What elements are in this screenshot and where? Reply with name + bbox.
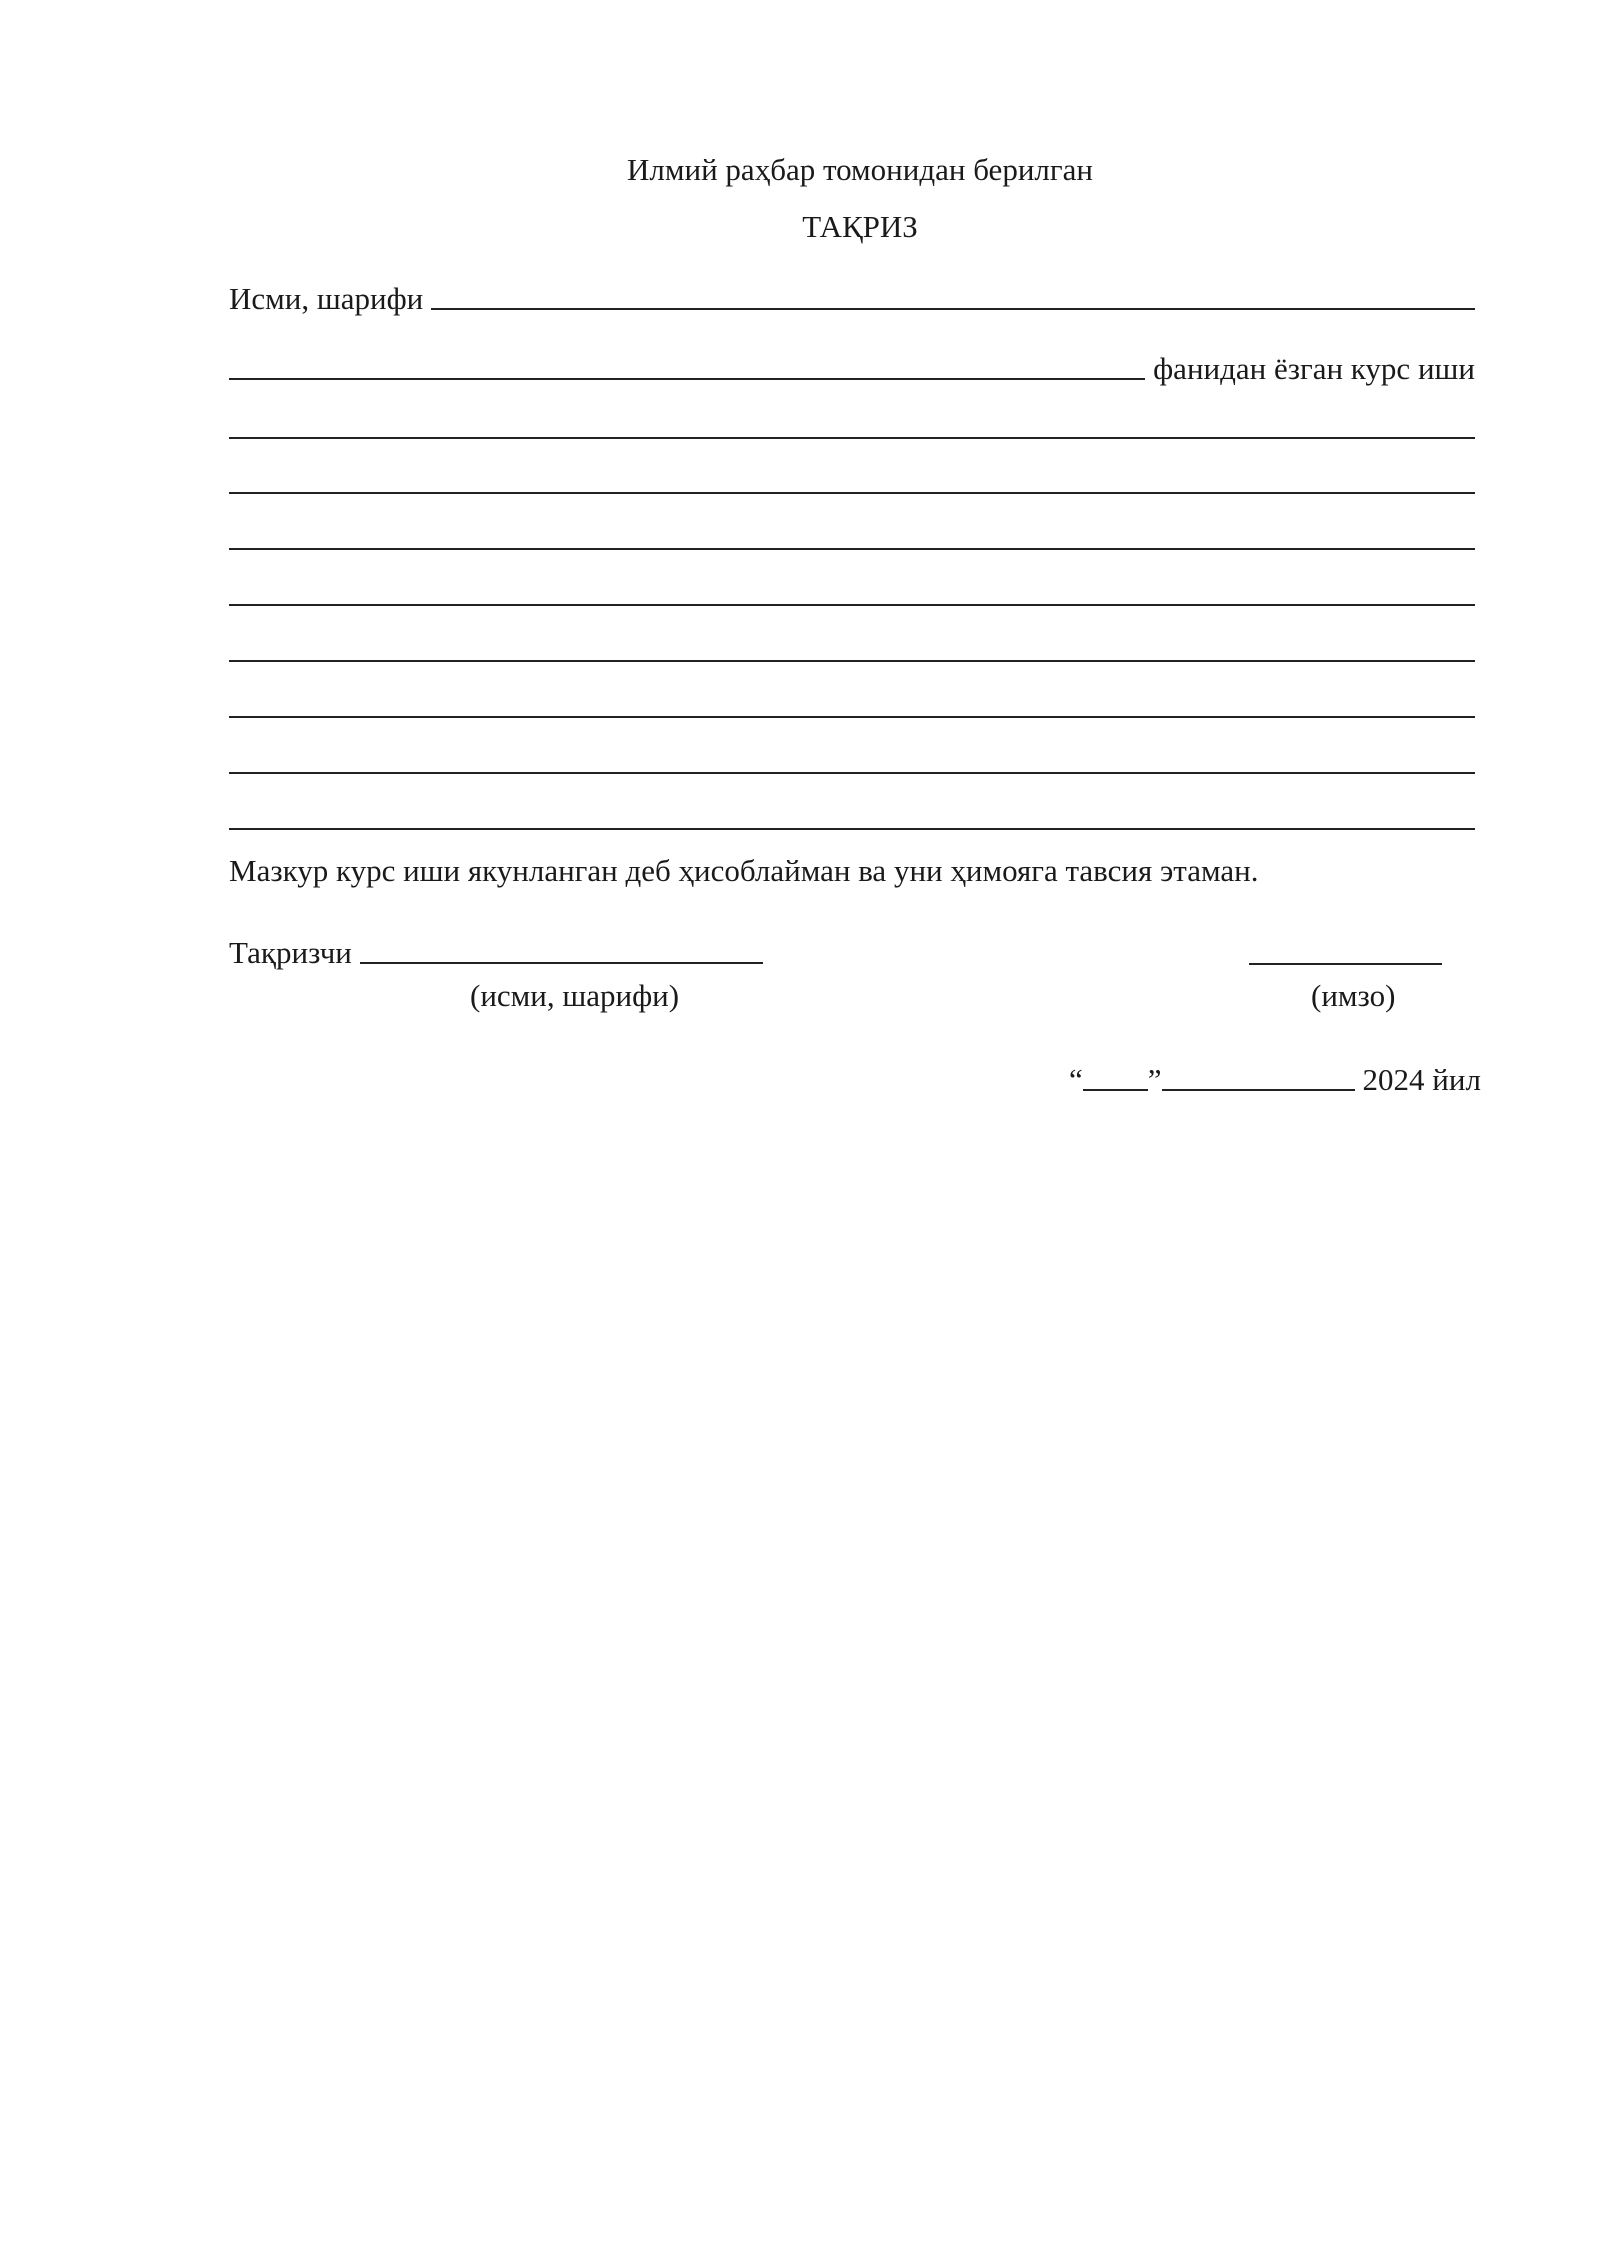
reviewer-row (229, 935, 763, 971)
date-year-text: 2024 йил (1362, 1062, 1481, 1097)
name-caption: (исми, шарифи) (470, 978, 680, 1013)
subject-field-row (229, 347, 1475, 387)
review-blank-line[interactable] (229, 660, 1475, 662)
review-blank-line[interactable] (229, 492, 1475, 494)
review-blank-line[interactable] (229, 604, 1475, 606)
review-blank-line[interactable] (229, 548, 1475, 550)
signature-caption: (имзо) (1311, 978, 1396, 1013)
review-blank-line[interactable] (229, 772, 1475, 774)
conclusion-statement: Мазкур курс иши якунланган деб ҳисоблайман ва уни ҳимояга тавсия этаман. (229, 853, 1259, 888)
date-row (1069, 1062, 1481, 1098)
subject-suffix-label: фанидан ёзган курс иши (1153, 351, 1475, 386)
reviewer-label: Тақризчи (229, 935, 352, 970)
subject-blank-line[interactable] (229, 376, 1145, 380)
name-label: Исми, шарифи (229, 281, 424, 316)
form-subheading: Илмий раҳбар томонидан берилган (627, 152, 1093, 187)
form-title: ТАҚРИЗ (802, 209, 918, 244)
date-month-blank[interactable] (1162, 1089, 1355, 1091)
name-blank-line[interactable] (431, 306, 1475, 310)
review-blank-line[interactable] (229, 437, 1475, 439)
signature-blank[interactable] (1249, 963, 1442, 965)
reviewer-name-blank[interactable] (360, 962, 763, 964)
name-field-row (229, 277, 1475, 317)
date-day-blank[interactable] (1083, 1089, 1148, 1091)
date-close-quote: ” (1147, 1062, 1162, 1097)
review-blank-line[interactable] (229, 828, 1475, 830)
review-blank-line[interactable] (229, 716, 1475, 718)
date-open-quote: “ (1069, 1062, 1083, 1097)
